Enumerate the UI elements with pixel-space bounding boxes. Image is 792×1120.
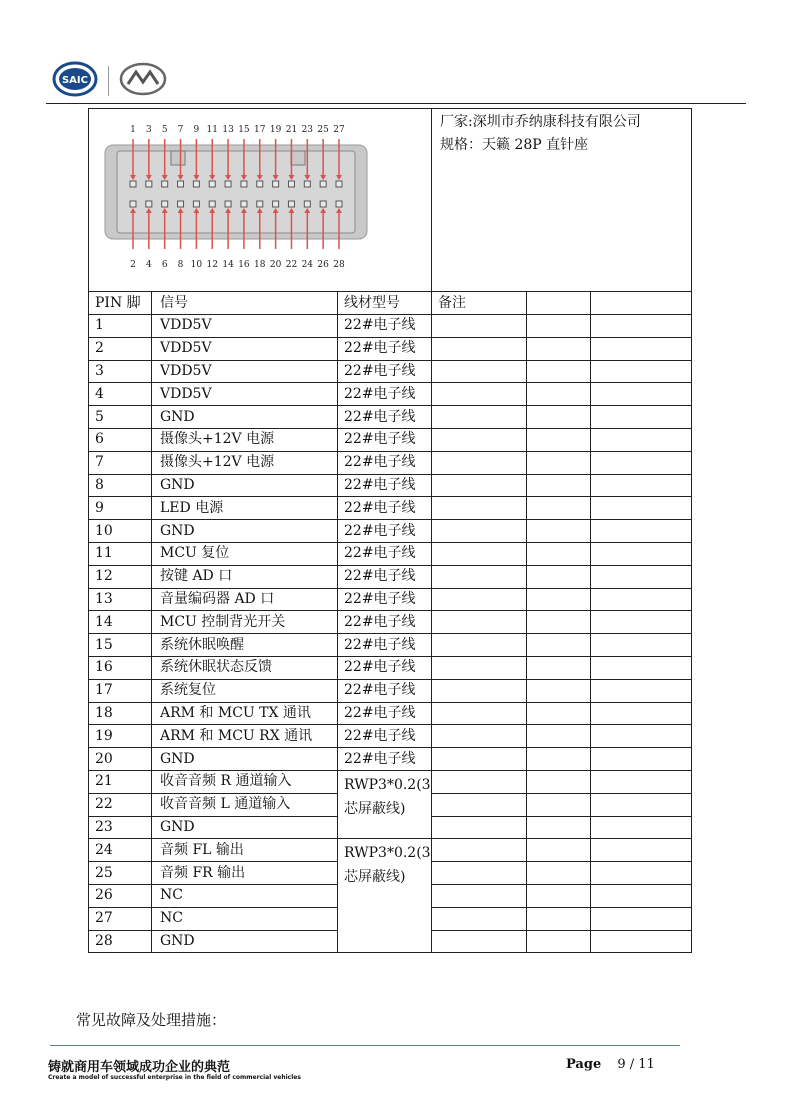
table-row — [89, 406, 692, 429]
pin-number: 3 — [89, 360, 152, 383]
pin-label-top: 27 — [333, 125, 345, 135]
pin-number: 22 — [89, 793, 152, 816]
extra-cell — [591, 337, 692, 360]
note-cell — [432, 451, 527, 474]
note-cell — [432, 406, 527, 429]
extra-cell — [591, 406, 692, 429]
pin-number: 13 — [89, 588, 152, 611]
extra-cell — [527, 907, 591, 930]
pin-socket — [209, 181, 215, 187]
pin-label-top: 7 — [177, 125, 184, 135]
extra-cell — [591, 748, 692, 771]
wire-type: 22#电子线 — [338, 542, 432, 565]
signal-name: NC — [152, 884, 338, 907]
pin-label-bottom: 4 — [145, 260, 152, 270]
wire-type: 22#电子线 — [338, 360, 432, 383]
extra-cell — [591, 656, 692, 679]
extra-cell — [591, 702, 692, 725]
signal-name: 收音音频 L 通道输入 — [152, 793, 338, 816]
extra-cell — [591, 930, 692, 953]
pin-socket — [288, 181, 294, 187]
pin-label-top: 13 — [222, 125, 234, 135]
pin-label-bottom: 24 — [301, 260, 314, 270]
extra-cell — [527, 497, 591, 520]
pin-number: 11 — [89, 542, 152, 565]
note-cell — [432, 679, 527, 702]
signal-name: 音频 FL 输出 — [152, 839, 338, 862]
pin-socket — [241, 181, 247, 187]
note-cell — [432, 360, 527, 383]
pin-number: 2 — [89, 337, 152, 360]
extra-cell — [527, 634, 591, 657]
pin-label-top: 23 — [301, 125, 314, 135]
note-cell — [432, 907, 527, 930]
extra-cell — [591, 884, 692, 907]
col-header-blank — [591, 292, 692, 315]
pin-label-top: 9 — [193, 125, 200, 135]
extra-cell — [527, 748, 591, 771]
extra-cell — [527, 930, 591, 953]
pin-label-bottom: 20 — [269, 260, 282, 270]
table-row — [89, 634, 692, 657]
pin-number: 8 — [89, 474, 152, 497]
pin-label-top: 21 — [285, 125, 298, 135]
extra-cell — [527, 770, 591, 793]
page-indicator — [566, 1057, 655, 1072]
extra-cell — [527, 656, 591, 679]
pin-label-top: 11 — [206, 125, 218, 135]
note-cell — [432, 862, 527, 885]
extra-cell — [591, 588, 692, 611]
signal-name: 收音音频 R 通道输入 — [152, 770, 338, 793]
pin-label-bottom: 14 — [222, 260, 234, 270]
pin-number: 18 — [89, 702, 152, 725]
pin-number: 12 — [89, 565, 152, 588]
extra-cell — [591, 634, 692, 657]
extra-cell — [527, 884, 591, 907]
table-row — [89, 565, 692, 588]
wire-type: 22#电子线 — [338, 611, 432, 634]
col-header-note: 备注 — [432, 292, 527, 315]
table-row — [89, 315, 692, 338]
pin-number: 16 — [89, 656, 152, 679]
pin-socket — [336, 201, 342, 207]
pin-socket — [162, 181, 168, 187]
wire-type: 22#电子线 — [338, 383, 432, 406]
wire-type: 22#电子线 — [338, 565, 432, 588]
pin-number: 9 — [89, 497, 152, 520]
pin-socket — [178, 181, 184, 187]
wire-type: 22#电子线 — [338, 679, 432, 702]
signal-name: GND — [152, 406, 338, 429]
table-row — [89, 725, 692, 748]
pin-label-bottom: 18 — [254, 260, 266, 270]
wire-type: RWP3*0.2(3 芯屏蔽线) — [338, 839, 432, 953]
extra-cell — [527, 793, 591, 816]
manufacturer-name: 厂家:深圳市乔纳康科技有限公司 — [440, 114, 641, 130]
wire-type: 22#电子线 — [338, 451, 432, 474]
pin-label-bottom: 2 — [130, 260, 136, 270]
pin-socket — [257, 181, 263, 187]
extra-cell — [527, 542, 591, 565]
pin-socket — [146, 181, 152, 187]
wire-type: 22#电子线 — [338, 634, 432, 657]
pin-number: 5 — [89, 406, 152, 429]
extra-cell — [527, 337, 591, 360]
table-row — [89, 542, 692, 565]
extra-cell — [591, 907, 692, 930]
note-cell — [432, 565, 527, 588]
pin-number: 20 — [89, 748, 152, 771]
pin-number: 10 — [89, 520, 152, 543]
extra-cell — [527, 406, 591, 429]
pin-label-top: 3 — [145, 125, 152, 135]
note-cell — [432, 884, 527, 907]
page-number: 9 / 11 — [617, 1057, 655, 1072]
note-cell — [432, 816, 527, 839]
table-row — [89, 360, 692, 383]
pin-number: 25 — [89, 862, 152, 885]
signal-name: NC — [152, 907, 338, 930]
pin-number: 26 — [89, 884, 152, 907]
extra-cell — [591, 793, 692, 816]
footer-rule — [50, 1045, 680, 1046]
pin-socket — [146, 201, 152, 207]
signal-name: ARM 和 MCU RX 通讯 — [152, 725, 338, 748]
pin-definition-table — [88, 108, 692, 953]
extra-cell — [591, 839, 692, 862]
extra-cell — [591, 520, 692, 543]
pin-socket — [178, 201, 184, 207]
table-row — [89, 588, 692, 611]
table-row — [89, 451, 692, 474]
pin-socket — [225, 181, 231, 187]
pin-number: 28 — [89, 930, 152, 953]
pin-label-bottom: 16 — [238, 260, 250, 270]
pin-number: 1 — [89, 315, 152, 338]
pin-number: 7 — [89, 451, 152, 474]
pin-socket — [193, 201, 199, 207]
wire-type: 22#电子线 — [338, 406, 432, 429]
table-row — [89, 428, 692, 451]
pin-label-top: 1 — [130, 125, 136, 135]
pin-label-bottom: 26 — [317, 260, 329, 270]
note-cell — [432, 748, 527, 771]
signal-name: 音频 FR 输出 — [152, 862, 338, 885]
connector-diagram — [89, 109, 429, 284]
extra-cell — [591, 497, 692, 520]
table-row — [89, 702, 692, 725]
pin-number: 14 — [89, 611, 152, 634]
table-row — [89, 656, 692, 679]
connector-spec: 规格：天籁 28P 直针座 — [440, 137, 589, 153]
extra-cell — [527, 839, 591, 862]
signal-name: 系统休眠唤醒 — [152, 634, 338, 657]
pin-socket — [162, 201, 168, 207]
pin-socket — [320, 181, 326, 187]
extra-cell — [527, 474, 591, 497]
extra-cell — [591, 611, 692, 634]
table-row — [89, 839, 692, 862]
table-row — [89, 679, 692, 702]
saic-logo — [52, 60, 98, 98]
extra-cell — [527, 565, 591, 588]
extra-cell — [591, 315, 692, 338]
pin-label-bottom: 10 — [190, 260, 203, 270]
extra-cell — [527, 315, 591, 338]
pin-number: 4 — [89, 383, 152, 406]
pin-socket — [320, 201, 326, 207]
pin-socket — [241, 201, 247, 207]
signal-name: 按键 AD 口 — [152, 565, 338, 588]
wire-type: 22#电子线 — [338, 315, 432, 338]
pin-socket — [304, 201, 310, 207]
table-row — [89, 337, 692, 360]
extra-cell — [591, 679, 692, 702]
note-cell — [432, 588, 527, 611]
pin-label-bottom: 6 — [161, 260, 168, 270]
extra-cell — [527, 383, 591, 406]
pin-number: 19 — [89, 725, 152, 748]
signal-name: VDD5V — [152, 383, 338, 406]
table-row — [89, 770, 692, 793]
table-header-row — [89, 292, 692, 315]
pin-socket — [273, 181, 279, 187]
pin-label-bottom: 12 — [206, 260, 218, 270]
note-cell — [432, 497, 527, 520]
signal-name: 音量编码器 AD 口 — [152, 588, 338, 611]
extra-cell — [591, 725, 692, 748]
signal-name: VDD5V — [152, 337, 338, 360]
extra-cell — [527, 428, 591, 451]
wire-type: RWP3*0.2(3 芯屏蔽线) — [338, 770, 432, 838]
extra-cell — [591, 360, 692, 383]
wire-type: 22#电子线 — [338, 474, 432, 497]
extra-cell — [527, 520, 591, 543]
note-cell — [432, 611, 527, 634]
note-cell — [432, 520, 527, 543]
extra-cell — [591, 862, 692, 885]
pin-label-top: 25 — [317, 125, 329, 135]
pin-label-bottom: 28 — [333, 260, 345, 270]
wire-type: 22#电子线 — [338, 520, 432, 543]
extra-cell — [527, 588, 591, 611]
extra-cell — [527, 702, 591, 725]
note-cell — [432, 839, 527, 862]
signal-name: 系统休眠状态反馈 — [152, 656, 338, 679]
note-cell — [432, 634, 527, 657]
extra-cell — [591, 383, 692, 406]
footer-slogan-english: Create a model of successful enterprise in the field of commercial vehicles — [48, 1074, 301, 1081]
wire-type: 22#电子线 — [338, 725, 432, 748]
extra-cell — [591, 474, 692, 497]
signal-name: MCU 复位 — [152, 542, 338, 565]
pin-number: 17 — [89, 679, 152, 702]
table-row — [89, 383, 692, 406]
pin-label-top: 17 — [254, 125, 266, 135]
wire-type: 22#电子线 — [338, 748, 432, 771]
pin-socket — [304, 181, 310, 187]
signal-name: 系统复位 — [152, 679, 338, 702]
pin-socket — [257, 201, 263, 207]
wire-type: 22#电子线 — [338, 337, 432, 360]
logo-divider — [108, 66, 109, 96]
note-cell — [432, 793, 527, 816]
note-cell — [432, 770, 527, 793]
svg-text:SAIC: SAIC — [61, 75, 89, 86]
note-cell — [432, 930, 527, 953]
manufacturer-cell — [432, 109, 692, 292]
connector-key-left — [171, 151, 185, 165]
table-row — [89, 497, 692, 520]
pin-socket — [130, 181, 136, 187]
note-cell — [432, 383, 527, 406]
col-header-blank — [527, 292, 591, 315]
signal-name: GND — [152, 474, 338, 497]
pin-socket — [336, 181, 342, 187]
extra-cell — [527, 816, 591, 839]
pin-label-top: 15 — [238, 125, 250, 135]
signal-name: GND — [152, 816, 338, 839]
extra-cell — [527, 679, 591, 702]
signal-name: VDD5V — [152, 315, 338, 338]
note-cell — [432, 656, 527, 679]
connector-diagram-cell — [89, 109, 432, 292]
pin-number: 27 — [89, 907, 152, 930]
pin-socket — [130, 201, 136, 207]
pin-number: 6 — [89, 428, 152, 451]
pin-number: 15 — [89, 634, 152, 657]
signal-name: VDD5V — [152, 360, 338, 383]
note-cell — [432, 315, 527, 338]
pin-label-top: 19 — [269, 125, 282, 135]
extra-cell — [527, 862, 591, 885]
pin-socket — [273, 201, 279, 207]
extra-cell — [591, 770, 692, 793]
table-row — [89, 474, 692, 497]
signal-name: 摄像头+12V 电源 — [152, 428, 338, 451]
note-cell — [432, 428, 527, 451]
wire-type: 22#电子线 — [338, 656, 432, 679]
signal-name: GND — [152, 748, 338, 771]
header-rule — [46, 103, 746, 104]
pin-socket — [193, 181, 199, 187]
note-cell — [432, 474, 527, 497]
note-cell — [432, 725, 527, 748]
pin-label-bottom: 8 — [177, 260, 184, 270]
col-header-pin: PIN 脚 — [89, 292, 152, 315]
extra-cell — [527, 725, 591, 748]
note-cell — [432, 542, 527, 565]
wire-type: 22#电子线 — [338, 588, 432, 611]
col-header-signal: 信号 — [152, 292, 338, 315]
pin-socket — [288, 201, 294, 207]
pin-socket — [225, 201, 231, 207]
extra-cell — [527, 360, 591, 383]
page-label: Page — [566, 1057, 602, 1072]
wire-type: 22#电子线 — [338, 428, 432, 451]
table-row — [89, 748, 692, 771]
pin-socket — [209, 201, 215, 207]
pin-label-bottom: 22 — [285, 260, 298, 270]
table-row — [89, 520, 692, 543]
extra-cell — [527, 451, 591, 474]
wire-type: 22#电子线 — [338, 497, 432, 520]
signal-name: 摄像头+12V 电源 — [152, 451, 338, 474]
footer-slogan: 铸就商用车领域成功企业的典范 — [48, 1060, 231, 1075]
pin-number: 23 — [89, 816, 152, 839]
signal-name: GND — [152, 930, 338, 953]
pin-number: 21 — [89, 770, 152, 793]
pin-number: 24 — [89, 839, 152, 862]
table-row — [89, 611, 692, 634]
extra-cell — [591, 451, 692, 474]
pin-label-top: 5 — [161, 125, 168, 135]
wire-type: 22#电子线 — [338, 702, 432, 725]
connector-housing — [117, 151, 355, 233]
connector-key-right — [291, 151, 305, 165]
note-cell — [432, 702, 527, 725]
signal-name: GND — [152, 520, 338, 543]
signal-name: MCU 控制背光开关 — [152, 611, 338, 634]
extra-cell — [591, 542, 692, 565]
extra-cell — [527, 611, 591, 634]
signal-name: ARM 和 MCU TX 通讯 — [152, 702, 338, 725]
brand-emblem-logo — [118, 60, 168, 98]
extra-cell — [591, 816, 692, 839]
extra-cell — [591, 428, 692, 451]
note-cell — [432, 337, 527, 360]
extra-cell — [591, 565, 692, 588]
col-header-wire: 线材型号 — [338, 292, 432, 315]
signal-name: LED 电源 — [152, 497, 338, 520]
section-heading: 常见故障及处理措施： — [76, 1011, 227, 1029]
